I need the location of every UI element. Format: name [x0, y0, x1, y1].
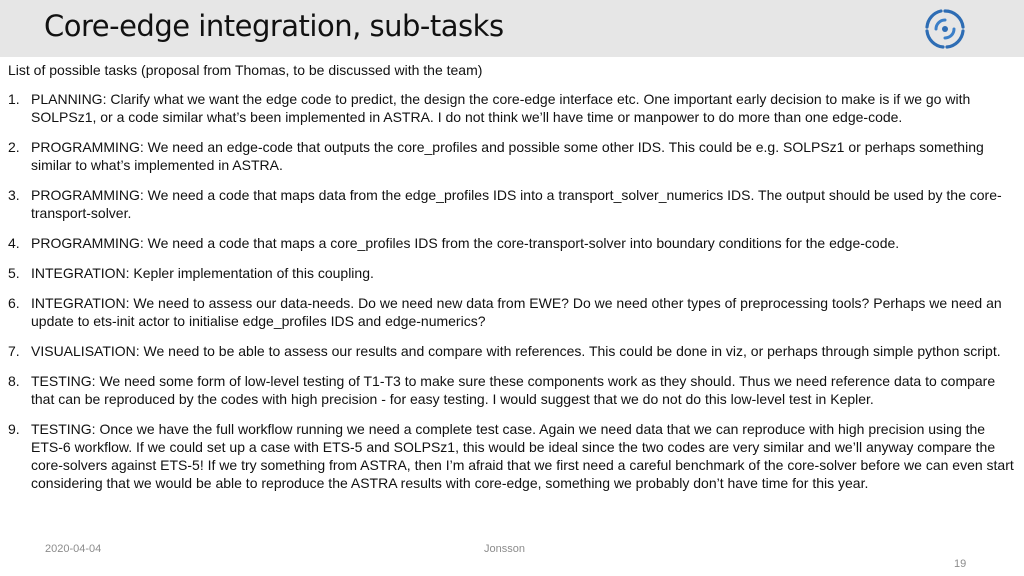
list-item-text: TESTING: We need some form of low-level testing of T1-T3 to make sure these components work as they should. Thus we need reference data to compare that can be reproduced by the codes with high precision - for easy testing. I would suggest that we do not do this low-level test in Kepler.: [31, 373, 996, 407]
list-item: [8, 90, 1018, 126]
organization-logo-icon: [921, 8, 969, 50]
list-item-text: TESTING: Once we have the full workflow running we need a complete test case. Again we need data that we can reproduce with high precision using the ETS-6 workflow. If we could set up a case with ETS-5 and SOLPSz1, this would be ideal since the two codes are very similar and we’ll anyway compare the core-solvers against ETS-5! If we try something from ASTRA, then I’m afraid that we first need a careful benchmark of the core-solver before we can even start considering that we would be able to reproduce the ASTRA results with core-edge, something we probably don’t have time for this year.: [31, 421, 1014, 491]
list-item-number: 4.: [8, 235, 20, 251]
footer-author: Jonsson: [484, 543, 525, 555]
list-item-number: 2.: [8, 139, 20, 155]
list-item: [8, 294, 1018, 330]
title-bar: [0, 0, 1024, 57]
list-item-text: INTEGRATION: Kepler implementation of this coupling.: [31, 265, 374, 281]
list-item-text: VISUALISATION: We need to be able to assess our results and compare with references. This could be done in viz, or perhaps through simple python script.: [31, 343, 1001, 359]
footer-date: 2020-04-04: [45, 543, 102, 555]
list-item: [8, 186, 1018, 222]
list-item-text: PROGRAMMING: We need a code that maps data from the edge_profiles IDS into a transport_solver_numerics IDS. The output should be used by the core-transport-solver.: [31, 187, 1002, 221]
list-item-number: 9.: [8, 421, 20, 437]
list-item-text: INTEGRATION: We need to assess our data-needs. Do we need new data from EWE? Do we need other types of preprocessing tools? Perhaps we need an update to ets-init actor to initialise edge_profiles IDS and edge-numerics?: [31, 295, 1002, 329]
list-item: [8, 234, 1018, 252]
intro-text: List of possible tasks (proposal from Thomas, to be discussed with the team): [8, 62, 483, 78]
task-list: [8, 90, 1018, 504]
list-item-number: 7.: [8, 343, 20, 359]
list-item: [8, 372, 1018, 408]
list-item-number: 6.: [8, 295, 20, 311]
list-item-number: 8.: [8, 373, 20, 389]
list-item-number: 5.: [8, 265, 20, 281]
slide-number: 19: [954, 558, 967, 570]
list-item: [8, 264, 1018, 282]
list-item: [8, 420, 1018, 492]
list-item-number: 3.: [8, 187, 20, 203]
list-item-text: PROGRAMMING: We need a code that maps a core_profiles IDS from the core-transport-solver into boundary conditions for the edge-code.: [31, 235, 900, 251]
slide-title: Core-edge integration, sub-tasks: [44, 9, 504, 43]
list-item-text: PROGRAMMING: We need an edge-code that outputs the core_profiles and possible some other IDS. This could be e.g. SOLPSz1 or perhaps something similar to what’s implemented in ASTRA.: [31, 139, 984, 173]
list-item: [8, 138, 1018, 174]
list-item-text: PLANNING: Clarify what we want the edge code to predict, the design the core-edge interface etc. One important early decision to make is if we go with SOLPSz1, or a code similar what’s been implemented in ASTRA. I do not think we’ll have time or manpower to do more than one edge-code.: [31, 91, 971, 125]
list-item: [8, 342, 1018, 360]
list-item-number: 1.: [8, 91, 20, 107]
